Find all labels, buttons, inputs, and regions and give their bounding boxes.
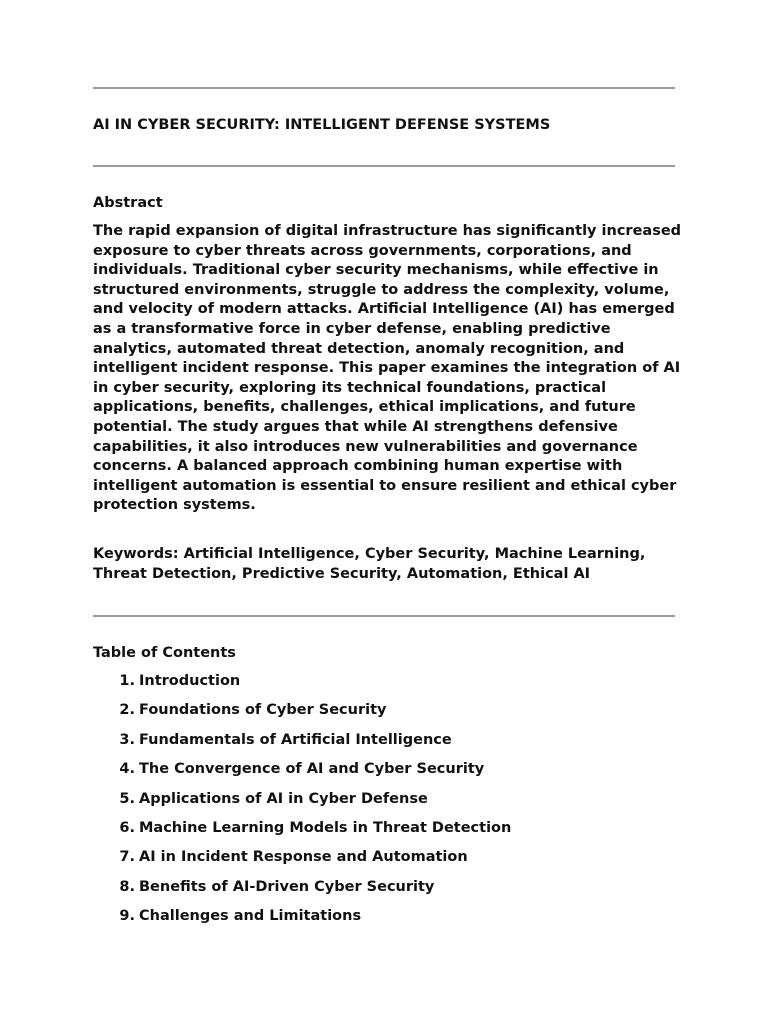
toc-item-label: AI in Incident Response and Automation	[139, 849, 468, 866]
toc-item-label: Challenges and Limitations	[139, 908, 362, 925]
document-title: AI IN CYBER SECURITY: INTELLIGENT DEFENSE SYSTEMS	[93, 117, 551, 133]
title-divider	[93, 165, 675, 167]
toc-item-label: Foundations of Cyber Security	[139, 702, 387, 719]
toc-item-label: Machine Learning Models in Threat Detection	[139, 819, 512, 836]
toc-item-number: 7.	[119, 849, 135, 866]
abstract-body: The rapid expansion of digital infrastructure has significantly increased exposure to cyber threats across governments, corporations, and individuals. Traditional cyber security mechanisms, while effective in structured environments, struggle to address the complexity, volume, and velocity of modern attacks. Artificial Intelligence (AI) has emerged as a transformative force in cyber defense, enabling predictive analytics, automated threat detection, anomaly recognition, and intelligent incident response. This paper examines the integration of AI in cyber security, exploring its technical foundations, practical applications, benefits, challenges, ethical implications, and future potential. The study argues that while AI strengthens defensive capabilities, it also introduces new vulnerabilities and governance concerns. A balanced approach combining human expertise with intelligent automation is essential to ensure resilient and ethical cyber protection systems.	[93, 223, 682, 514]
toc-item-number: 4.	[119, 761, 135, 778]
abstract-divider	[93, 615, 675, 617]
toc-item-number: 2.	[119, 702, 135, 719]
keywords: Keywords: Artificial Intelligence, Cyber Security, Machine Learning, Threat Detection, Predictive Security, Automation, Ethical AI	[93, 546, 646, 582]
toc-item-number: 5.	[119, 790, 135, 807]
top-divider	[93, 87, 675, 89]
abstract-heading: Abstract	[93, 195, 163, 211]
toc-item-label: The Convergence of AI and Cyber Security	[139, 761, 485, 778]
toc-item-label: Benefits of AI-Driven Cyber Security	[139, 878, 435, 895]
toc-item-label: Introduction	[139, 673, 241, 689]
toc-item-number: 8.	[119, 878, 135, 895]
toc-heading: Table of Contents	[93, 645, 236, 661]
toc-item-number: 6.	[119, 819, 135, 836]
toc-item-number: 3.	[119, 731, 135, 748]
toc-item-number: 9.	[119, 908, 135, 925]
toc-item-number: 1.	[119, 673, 135, 689]
toc-item-label: Fundamentals of Artificial Intelligence	[139, 731, 452, 748]
toc-item-label: Applications of AI in Cyber Defense	[139, 790, 428, 807]
